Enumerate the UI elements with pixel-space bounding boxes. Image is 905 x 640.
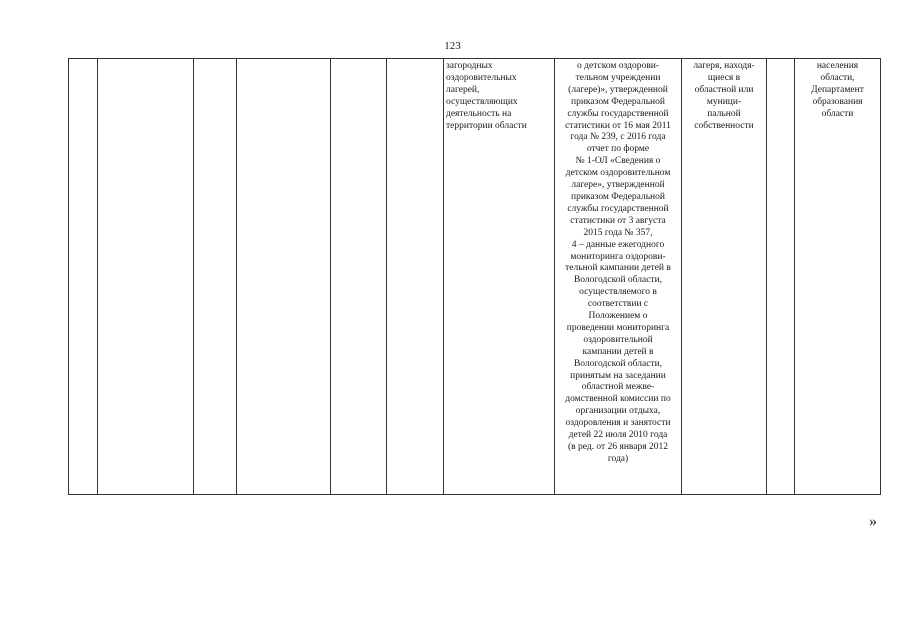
page-number: 123 <box>444 40 461 52</box>
ownership-text: лагеря, находя- щиеся в областной или муници- пальной собственности <box>693 61 755 131</box>
table-cell-empty <box>237 59 331 495</box>
table-cell-data-source <box>555 59 682 495</box>
table-cell-empty <box>98 59 194 495</box>
data-source-text: о детском оздорови- тельном учреждении (лагере)», утвержденной приказом Федеральной службы государственной статистики от 16 мая 2011 года № 239, с 2016 года отчет по форме № 1-ОЛ «Сведения о детском оздоровительном лагере», утвержденной приказом Федеральной службы государственной статистики от 3 августа 2015 года № 357, 4 – данные ежегодного мониторинга оздорови- тельной кампании детей в Вологодской области, осуществляемого в соответствии с Положением о проведении мониторинга оздоровительной кампании детей в Вологодской области, принятым на заседании областной межве- домственной комиссии по организации отдыха, оздоровления и занятости детей 22 июля 2010 года (в ред. от 26 января 2012 года) <box>565 61 671 464</box>
table-cell-empty <box>767 59 795 495</box>
document-table <box>68 58 881 495</box>
table-cell-object-name <box>444 59 555 495</box>
closing-quote-mark: » <box>869 513 877 530</box>
object-name-text: загородных оздоровительных лагерей, осуществляющих деятельность на территории области <box>446 61 527 131</box>
table-cell-empty <box>194 59 237 495</box>
table-cell-responsible <box>795 59 881 495</box>
table-cell-empty <box>69 59 98 495</box>
table-cell-empty <box>387 59 444 495</box>
table-row <box>69 59 881 495</box>
responsible-text: населения области, Департамент образования области <box>811 61 864 119</box>
table-cell-empty <box>331 59 387 495</box>
table-cell-ownership <box>682 59 767 495</box>
